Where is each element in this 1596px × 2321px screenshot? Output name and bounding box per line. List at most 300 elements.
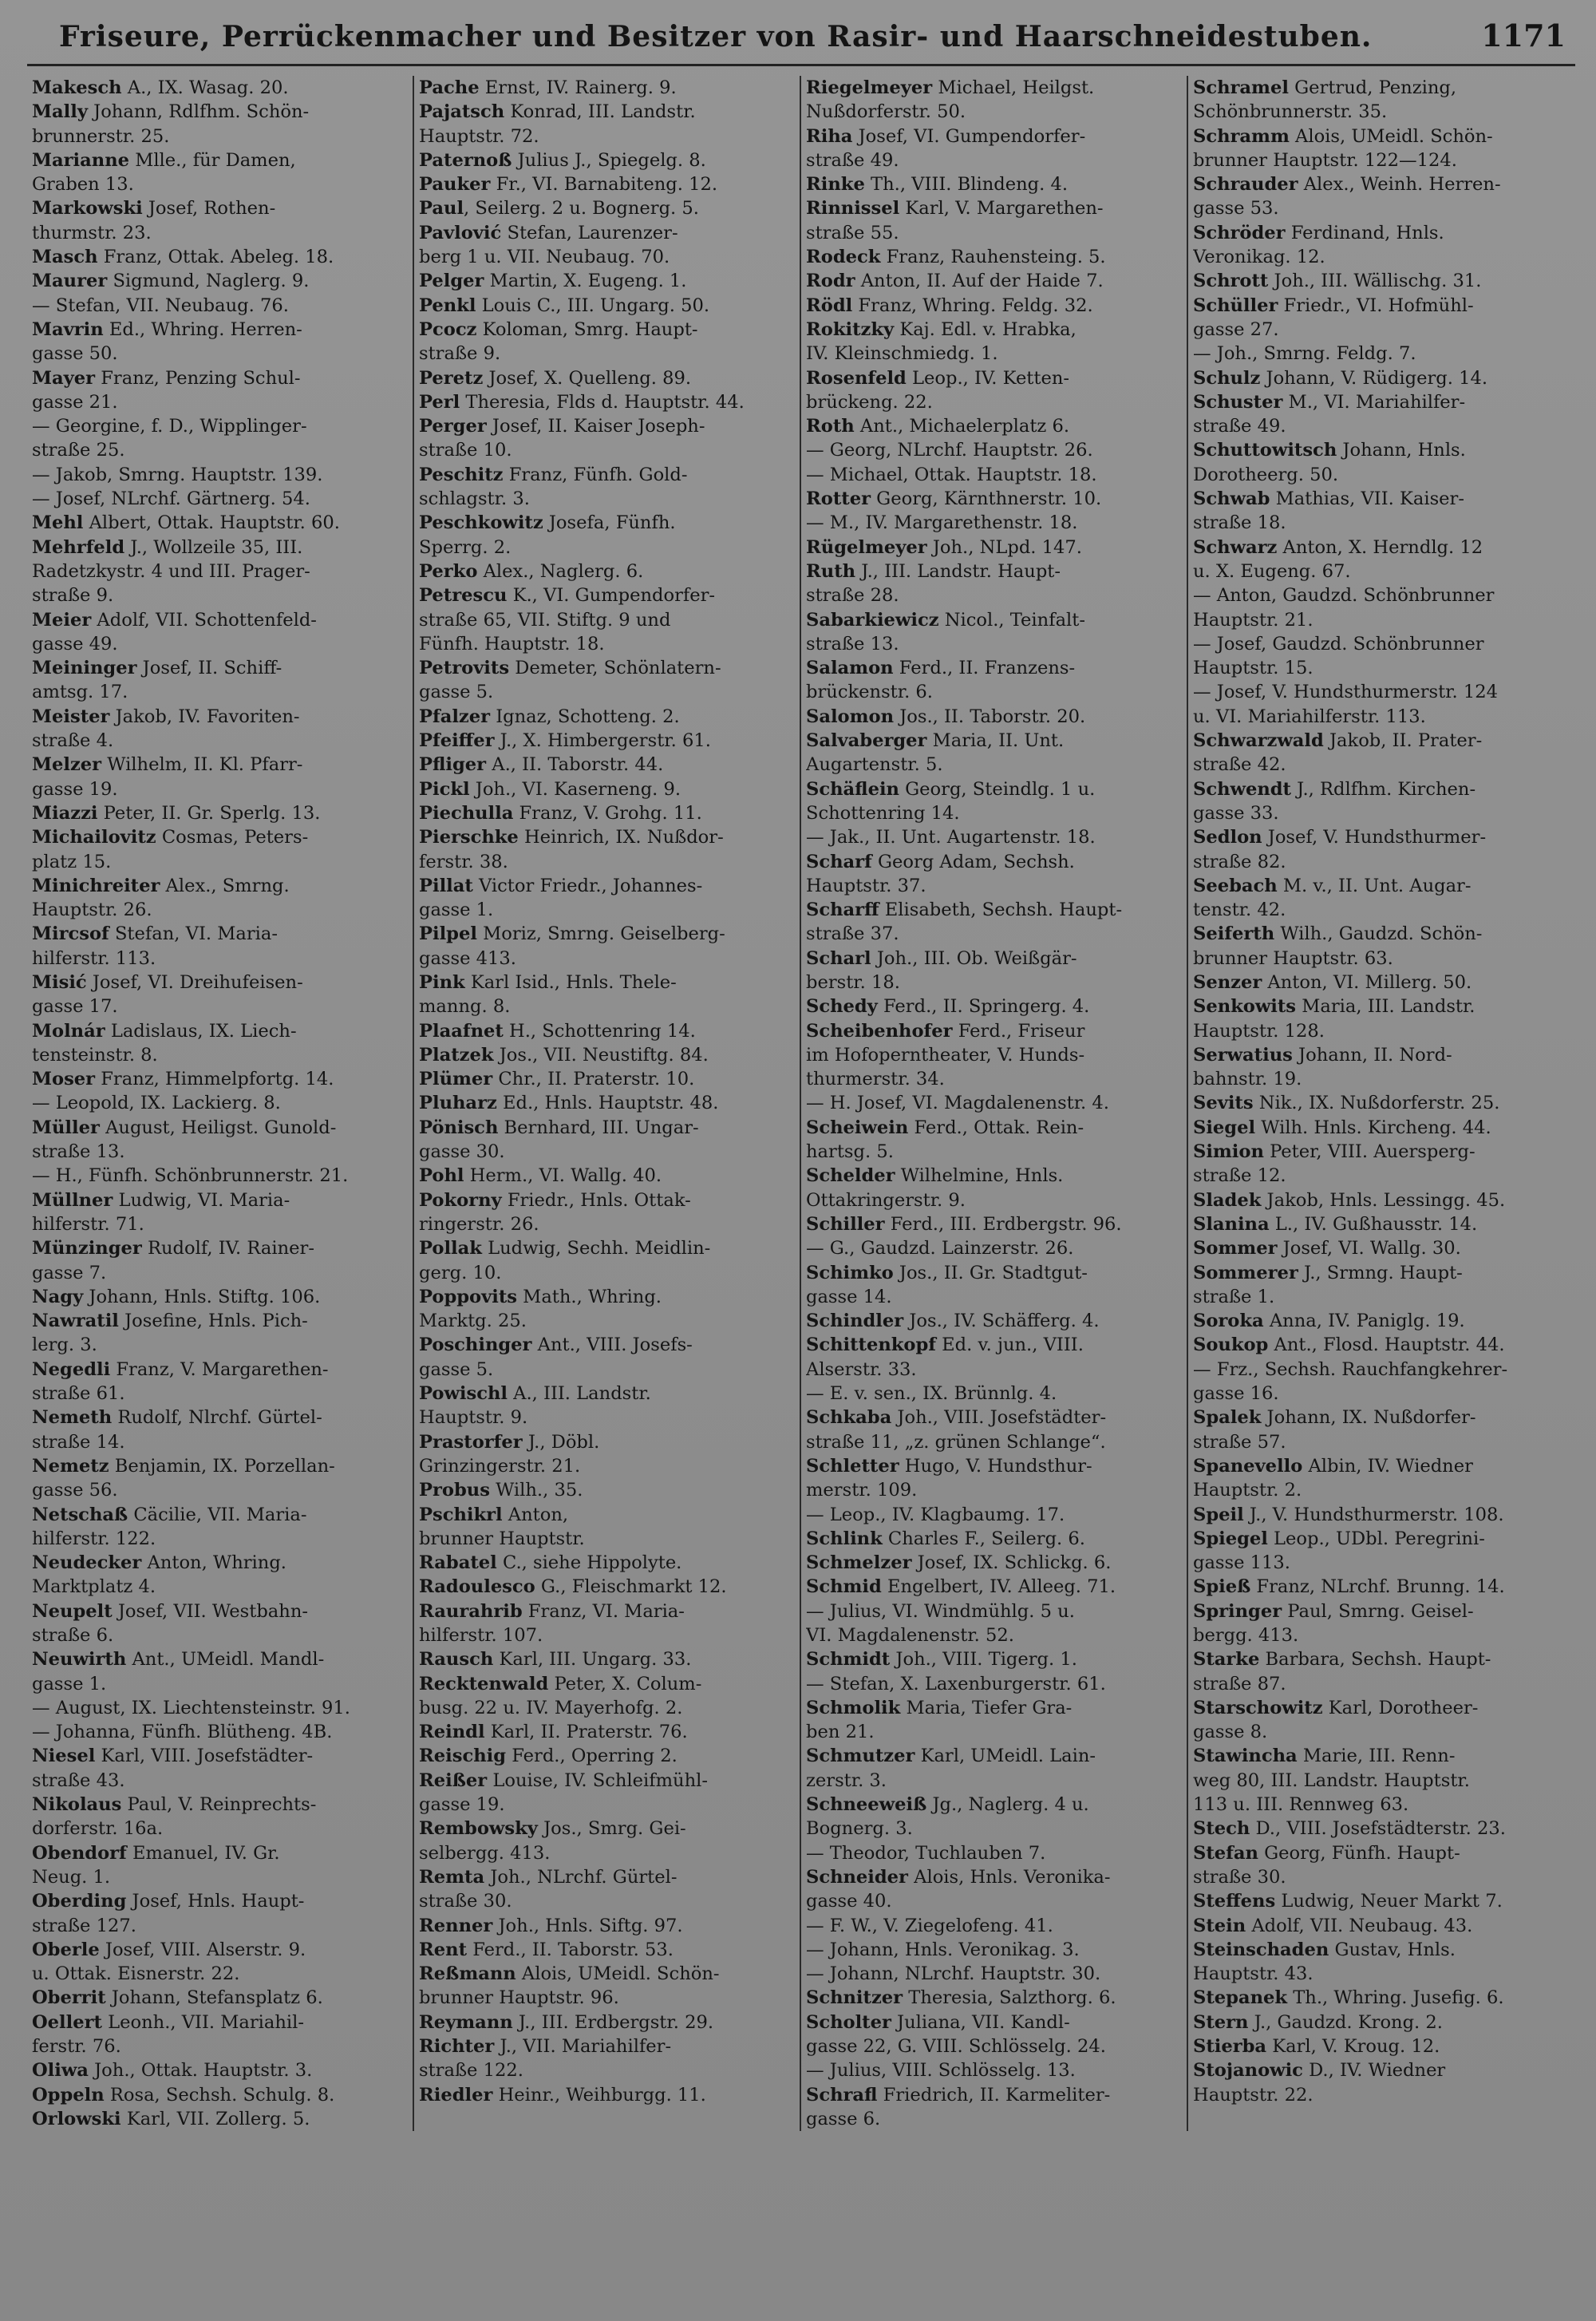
entry-address: Ludwig, Sechh. Meidlin- gerg. 10. (419, 1238, 711, 1283)
entry-name: Schletter (806, 1455, 899, 1477)
entry-name: Peschkowitz (419, 512, 543, 534)
entry-name: Reindl (419, 1722, 485, 1743)
directory-entry (32, 1091, 408, 1115)
directory-entry (419, 1067, 795, 1091)
directory-entry (1193, 536, 1570, 584)
entry-name: Salvaberger (806, 730, 927, 752)
entry-address: Franz, NLrchf. Brunng. 14. (1250, 1576, 1505, 1598)
entry-name: Rabatel (419, 1552, 497, 1574)
entry-name: Rinnissel (806, 198, 900, 219)
entry-address: Ed., Hnls. Hauptstr. 48. (496, 1093, 719, 1114)
directory-entry (32, 1551, 408, 1599)
entry-address: — Frz., Sechsh. Rauchfangkehrer- gasse 16. (1193, 1358, 1508, 1405)
directory-entry (806, 705, 1182, 729)
entry-address: Ferd., II. Taborstr. 53. (467, 1939, 674, 1960)
directory-entry (806, 1164, 1182, 1212)
entry-name: Roth (806, 416, 855, 437)
directory-entry (32, 1793, 408, 1841)
entry-address: Johann, Stefansplatz 6. (105, 1987, 323, 2009)
directory-entry (806, 1333, 1182, 1382)
entry-name: Schnitzer (806, 1987, 903, 2009)
directory-entry (419, 1769, 795, 1817)
directory-entry (806, 511, 1182, 535)
entry-address: J., III. Landstr. Haupt- straße 28. (806, 560, 1061, 607)
directory-entry (806, 366, 1182, 415)
entry-address: Friedr., VI. Hofmühl- gasse 27. (1193, 295, 1474, 340)
directory-entry (806, 1672, 1182, 1696)
entry-name: Peretz (419, 367, 484, 389)
entry-address: Stefan, VI. Maria- hilferstr. 113. (32, 923, 278, 969)
entry-name: Rokitzky (806, 318, 895, 340)
entry-address: Michael, Heilgst. Nußdorferstr. 50. (806, 77, 1095, 123)
directory-entry (32, 1358, 408, 1406)
entry-name: Plaafnet (419, 1020, 504, 1042)
entry-name: Pönisch (419, 1117, 499, 1138)
entry-address: Rudolf, IV. Rainer- gasse 7. (32, 1238, 314, 1283)
directory-entry (419, 2083, 795, 2107)
entry-address: Alex., Naglerg. 6. (477, 560, 644, 582)
entry-name: Pluharz (419, 1093, 497, 1114)
entry-name: Riedler (419, 2084, 493, 2106)
entry-name: Rembowsky (419, 1818, 538, 1840)
directory-entry (419, 1164, 795, 1188)
entry-address: Anna, IV. Paniglg. 19. (1263, 1311, 1465, 1332)
entry-name: Pschikrl (419, 1504, 503, 1525)
entry-address: Franz, Himmelpfortg. 14. (95, 1069, 334, 1090)
entry-name: Rinke (806, 174, 865, 196)
entry-name: Oberrit (32, 1987, 106, 2009)
directory-entry (419, 753, 795, 777)
directory-entry (1193, 825, 1570, 874)
entry-name: Nemeth (32, 1407, 113, 1429)
entry-address: Josefa, Fünfh. Sperrg. 2. (419, 512, 676, 558)
entry-name: Mally (32, 101, 88, 123)
directory-entry (32, 1938, 408, 1987)
directory-entry (419, 463, 795, 512)
entry-address: Th., Whring. Jusefig. 6. (1287, 1987, 1504, 2009)
entry-address: Theresia, Flds d. Hauptstr. 44. (460, 391, 745, 413)
directory-entry (806, 269, 1182, 293)
entry-name: Netschaß (32, 1504, 128, 1525)
directory-entry (32, 76, 408, 100)
entry-name: Mayer (32, 367, 96, 389)
directory-entry (806, 172, 1182, 196)
entry-name: Mehl (32, 512, 84, 534)
entry-name: Makesch (32, 77, 122, 98)
entry-name: Schäflein (806, 778, 899, 800)
entry-name: Sommerer (1193, 1262, 1298, 1283)
entry-name: Stojanowic (1193, 2060, 1303, 2082)
entry-address: Ferd., Operring 2. (506, 1746, 678, 1767)
entry-name: Neuwirth (32, 1649, 127, 1671)
entry-address: Franz, V. Margarethen- straße 61. (32, 1358, 329, 1405)
entry-address: Louise, IV. Schleifmühl- gasse 19. (419, 1769, 708, 1816)
entry-address: — Johann, Hnls. Veronikag. 3. (806, 1939, 1080, 1960)
directory-entry (419, 1116, 795, 1164)
entry-address: Ignaz, Schotteng. 2. (490, 706, 680, 727)
directory-entry (419, 874, 795, 923)
entry-name: Schneeweiß (806, 1794, 927, 1816)
directory-entry (419, 1938, 795, 1962)
directory-entry (806, 1575, 1182, 1599)
directory-entry (32, 414, 408, 463)
directory-entry (419, 196, 795, 220)
entry-name: Riegelmeyer (806, 77, 933, 98)
entry-address: Paul, V. Reinprechts- dorferstr. 16a. (32, 1794, 317, 1840)
entry-address: Heinrich, IX. Nußdor- ferstr. 38. (419, 827, 724, 872)
entry-name: Oellert (32, 2011, 102, 2033)
entry-address: Heinr., Weihburgg. 11. (492, 2084, 706, 2106)
entry-name: Petrovits (419, 658, 510, 679)
page-title: Friseure, Perrückenmacher und Besitzer von Rasir- und Haarschneidestuben. (59, 20, 1373, 53)
entry-address: Karl, III. Ungarg. 33. (493, 1649, 692, 1671)
entry-name: Pfliger (419, 754, 487, 776)
entry-name: Recktenwald (419, 1673, 549, 1694)
entry-name: Nemetz (32, 1455, 109, 1477)
entry-address: — G., Gaudzd. Lainzerstr. 26. (806, 1238, 1074, 1259)
entry-name: Schiller (806, 1213, 885, 1235)
entry-name: Schmelzer (806, 1552, 912, 1574)
directory-entry (806, 1236, 1182, 1260)
directory-entry (806, 1962, 1182, 1986)
entry-address: Josef, VI. Wallg. 30. (1277, 1238, 1461, 1259)
directory-entry (1193, 1140, 1570, 1188)
directory-entry (32, 874, 408, 923)
entry-name: Seiferth (1193, 923, 1275, 945)
entry-address: Jos., IV. Schäfferg. 4. (903, 1311, 1100, 1332)
entry-name: Reßmann (419, 1963, 516, 1985)
entry-address: — Julius, VIII. Schlösselg. 13. (806, 2060, 1076, 2082)
directory-entry (806, 1841, 1182, 1865)
entry-address: Ernst, IV. Rainerg. 9. (479, 77, 677, 98)
entry-name: Serwatius (1193, 1044, 1293, 1066)
entry-address: Franz, Whring. Feldg. 32. (852, 295, 1093, 316)
entry-address: — M., IV. Margarethenstr. 18. (806, 512, 1078, 534)
entry-address: Ladislaus, IX. Liech- tensteinstr. 8. (32, 1020, 297, 1066)
entry-name: Stefan (1193, 1842, 1258, 1864)
entry-address: Benjamin, IX. Porzellan- gasse 56. (32, 1455, 335, 1501)
entry-address: Josef, II. Kaiser Joseph- straße 10. (419, 416, 705, 461)
entry-address: — Jak., II. Unt. Augartenstr. 18. (806, 827, 1096, 848)
entry-address: J., Wollzeile 35, III. Radetzkystr. 4 und III. Prager- straße 9. (32, 536, 310, 607)
entry-name: Schwab (1193, 488, 1270, 510)
directory-columns (27, 76, 1575, 2131)
entry-address: — Jakob, Smrng. Hauptstr. 139. (32, 464, 323, 485)
directory-entry (1193, 729, 1570, 777)
directory-entry (419, 1019, 795, 1043)
entry-name: Slanina (1193, 1213, 1270, 1235)
entry-address: Jos., II. Gr. Stadtgut- gasse 14. (806, 1262, 1088, 1307)
entry-address: Ant., Michaelerplatz 6. (854, 416, 1070, 437)
entry-name: Schlink (806, 1528, 883, 1549)
entry-name: Stein (1193, 1915, 1246, 1936)
entry-address: — Johann, NLrchf. Hauptstr. 30. (806, 1963, 1101, 1985)
entry-name: Oliwa (32, 2060, 89, 2082)
entry-name: Münzinger (32, 1238, 142, 1259)
entry-name: Poschinger (419, 1334, 532, 1356)
directory-entry (1193, 1527, 1570, 1576)
directory-entry (806, 825, 1182, 849)
entry-name: Scheibenhofer (806, 1020, 953, 1042)
entry-address: J., X. Himbergerstr. 61. (494, 730, 711, 752)
entry-name: Nagy (32, 1286, 84, 1307)
entry-name: Mehrfeld (32, 536, 125, 558)
directory-entry (806, 1454, 1182, 1503)
directory-entry (1193, 221, 1570, 270)
entry-name: Obendorf (32, 1842, 127, 1864)
entry-name: Spieß (1193, 1576, 1251, 1598)
entry-address: Wilh., Gaudzd. Schön- brunner Hauptstr. 63. (1193, 923, 1483, 969)
directory-entry (806, 196, 1182, 245)
entry-address: — Johanna, Fünfh. Blütheng. 4B. (32, 1722, 333, 1743)
directory-entry (1193, 438, 1570, 487)
entry-address: Jos., II. Taborstr. 20. (894, 706, 1086, 727)
entry-address: Ferdinand, Hnls. Veronikag. 12. (1193, 222, 1444, 268)
directory-entry (419, 1744, 795, 1768)
entry-name: Rodr (806, 271, 855, 292)
entry-address: Franz, Fünfh. Gold- schlagstr. 3. (419, 464, 688, 510)
entry-name: Pierschke (419, 827, 519, 848)
entry-address: Alois, UMeidl. Schön- brunner Hauptstr. 96. (419, 1963, 720, 2009)
entry-address: Hugo, V. Hundsthur- merstr. 109. (806, 1455, 1092, 1501)
directory-entry (32, 1116, 408, 1164)
directory-entry (419, 1575, 795, 1599)
entry-address: J., V. Hundsthurmerstr. 108. (1243, 1504, 1504, 1525)
directory-entry (419, 1478, 795, 1502)
directory-entry (1193, 1454, 1570, 1503)
directory-entry (419, 1551, 795, 1575)
entry-address: K., VI. Gumpendorfer- straße 65, VII. Stiftg. 9 und Fünfh. Hauptstr. 18. (419, 585, 716, 654)
entry-address: Gertrud, Penzing, Schönbrunnerstr. 35. (1193, 77, 1457, 123)
directory-entry (419, 1647, 795, 1671)
entry-address: Victor Friedr., Johannes- gasse 1. (419, 875, 703, 921)
directory-entry (1193, 874, 1570, 923)
entry-address: Georg, Fünfh. Haupt- straße 30. (1193, 1842, 1460, 1888)
entry-name: Neupelt (32, 1600, 113, 1622)
entry-address: Juliana, VII. Kandl- gasse 22, G. VIII. Schlösselg. 24. (806, 2011, 1106, 2058)
directory-entry (32, 1696, 408, 1720)
entry-address: Leop., IV. Ketten- brückeng. 22. (806, 367, 1070, 413)
entry-name: Schelder (806, 1165, 895, 1187)
entry-address: Ferd., Friseur im Hofoperntheater, V. Hunds- thurmerstr. 34. (806, 1020, 1085, 1090)
entry-address: Josef, II. Schiff- amtsg. 17. (32, 658, 282, 703)
entry-address: A., II. Taborstr. 44. (486, 754, 664, 776)
entry-name: Oberle (32, 1939, 100, 1960)
entry-address: Johann, IX. Nußdorfer- straße 57. (1193, 1407, 1476, 1453)
entry-name: Salamon (806, 658, 894, 679)
entry-address: Marie, III. Renn- weg 80, III. Landstr. Hauptstr. 113 u. III. Rennweg 63. (1193, 1746, 1470, 1816)
entry-name: Senzer (1193, 971, 1262, 993)
directory-entry (1193, 125, 1570, 173)
directory-entry (1193, 1599, 1570, 1648)
directory-entry (419, 1503, 795, 1552)
entry-address: — Anton, Gaudzd. Schönbrunner Hauptstr. 21. (1193, 585, 1495, 631)
directory-entry (32, 1889, 408, 1938)
entry-name: Misić (32, 971, 87, 993)
directory-entry (806, 994, 1182, 1018)
directory-entry (32, 1454, 408, 1503)
directory-entry (419, 1043, 795, 1067)
entry-address: — H., Fünfh. Schönbrunnerstr. 21. (32, 1165, 349, 1187)
entry-name: Spalek (1193, 1407, 1262, 1429)
entry-name: Riha (806, 125, 853, 147)
directory-entry (32, 148, 408, 197)
entry-address: L., IV. Gußhausstr. 14. (1269, 1213, 1478, 1235)
entry-address: Ant., VIII. Josefs- gasse 5. (419, 1334, 693, 1380)
entry-address: Anton, VI. Millerg. 50. (1262, 971, 1472, 993)
directory-entry (1193, 1575, 1570, 1599)
entry-address: Ferd., Ottak. Rein- hartsg. 5. (806, 1117, 1084, 1163)
entry-name: Schrafl (806, 2084, 878, 2106)
entry-address: — Stefan, VII. Neubaug. 76. (32, 295, 289, 316)
entry-name: Schulz (1193, 367, 1261, 389)
entry-name: Marianne (32, 149, 130, 171)
entry-name: Rodeck (806, 247, 881, 268)
entry-address: Chr., II. Praterstr. 10. (492, 1069, 695, 1090)
entry-name: Poppovits (419, 1286, 517, 1307)
entry-address: Leonh., VII. Mariahil- ferstr. 76. (32, 2011, 305, 2058)
directory-entry (1193, 1236, 1570, 1260)
entry-name: Schwendt (1193, 778, 1291, 800)
directory-entry (806, 898, 1182, 947)
directory-column-3 (801, 76, 1188, 2131)
entry-address: Ed., Whring. Herren- gasse 50. (32, 318, 302, 365)
entry-address: Peter, VIII. Auersperg- straße 12. (1193, 1141, 1476, 1187)
entry-name: Pajatsch (419, 101, 505, 123)
entry-address: J., Srmng. Haupt- straße 1. (1193, 1262, 1463, 1307)
entry-name: Paternoß (419, 149, 512, 171)
directory-entry (32, 1309, 408, 1358)
directory-entry (806, 1527, 1182, 1551)
directory-entry (806, 1261, 1182, 1310)
directory-entry (806, 1865, 1182, 1914)
entry-address: Alois, Hnls. Veronika- gasse 40. (806, 1866, 1111, 1912)
entry-name: Steinschaden (1193, 1939, 1329, 1960)
entry-address: Bernhard, III. Ungar- gasse 30. (419, 1117, 699, 1163)
directory-entry (32, 2011, 408, 2059)
directory-entry (806, 1091, 1182, 1115)
entry-address: Julius J., Spiegelg. 8. (512, 149, 706, 171)
entry-name: Perko (419, 560, 478, 582)
entry-address: — H. Josef, VI. Magdalenenstr. 4. (806, 1093, 1109, 1114)
entry-name: Sladek (1193, 1189, 1262, 1211)
directory-entry (419, 390, 795, 414)
directory-entry (1193, 922, 1570, 971)
entry-address: Franz, Ottak. Abeleg. 18. (97, 247, 334, 268)
entry-name: Pelger (419, 271, 484, 292)
entry-name: Schüller (1193, 295, 1278, 316)
directory-entry (32, 922, 408, 971)
entry-address: D., VIII. Josefstädterstr. 23. (1250, 1818, 1506, 1840)
directory-entry (419, 511, 795, 559)
directory-entry (32, 1647, 408, 1696)
entry-address: Josef, X. Quelleng. 89. (483, 367, 692, 389)
directory-entry (1193, 1333, 1570, 1357)
directory-entry (1193, 2058, 1570, 2107)
entry-name: Meister (32, 706, 110, 727)
directory-entry (806, 2083, 1182, 2132)
entry-name: Schindler (806, 1311, 904, 1332)
entry-name: Remta (419, 1866, 485, 1888)
entry-name: Pokorny (419, 1189, 502, 1211)
directory-entry (32, 1285, 408, 1309)
entry-address: Ferd., II. Franzens- brückenstr. 6. (806, 658, 1076, 703)
directory-entry (806, 294, 1182, 318)
entry-name: Radoulesco (419, 1576, 535, 1598)
entry-name: Schröder (1193, 222, 1286, 243)
entry-name: Sabarkiewicz (806, 609, 939, 631)
entry-name: Scheiwein (806, 1117, 909, 1138)
entry-address: Anton, II. Auf der Haide 7. (855, 271, 1104, 292)
directory-entry (1193, 76, 1570, 125)
entry-name: Prastorfer (419, 1431, 523, 1453)
entry-address: Maria, III. Landstr. Hauptstr. 128. (1193, 996, 1476, 1042)
entry-address: Ludwig, VI. Maria- hilferstr. 71. (32, 1189, 290, 1235)
directory-column-4 (1188, 76, 1575, 2131)
directory-entry (32, 656, 408, 705)
entry-name: Meininger (32, 658, 137, 679)
entry-name: Schittenkopf (806, 1334, 936, 1356)
entry-address: Wilh. Hnls. Kircheng. 44. (1255, 1117, 1491, 1138)
entry-name: Renner (419, 1915, 493, 1936)
directory-entry (806, 1503, 1182, 1527)
entry-address: D., IV. Wiedner Hauptstr. 22. (1193, 2060, 1446, 2106)
entry-name: Raurahrib (419, 1600, 523, 1622)
entry-name: Mavrin (32, 318, 104, 340)
directory-entry (32, 1841, 408, 1890)
entry-address: Johann, Rdlfhm. Schön- brunnerstr. 25. (32, 101, 310, 147)
entry-name: Negedli (32, 1358, 111, 1380)
entry-name: Speil (1193, 1504, 1244, 1525)
directory-entry (1193, 1188, 1570, 1212)
entry-name: Seebach (1193, 875, 1278, 896)
directory-entry (806, 1793, 1182, 1841)
directory-entry (1193, 1091, 1570, 1115)
directory-entry (806, 438, 1182, 462)
entry-name: Spanevello (1193, 1455, 1303, 1477)
entry-address: Joh., III. Ob. Weißgär- berstr. 18. (806, 947, 1077, 993)
directory-entry (32, 2083, 408, 2107)
directory-entry (419, 971, 795, 1019)
entry-address: J., Rdlfhm. Kirchen- gasse 33. (1193, 778, 1476, 824)
page-number: 1171 (1481, 18, 1566, 53)
directory-entry (806, 487, 1182, 511)
entry-address: Mlle., für Damen, Graben 13. (32, 149, 296, 196)
entry-name: Scholter (806, 2011, 891, 2033)
directory-entry (419, 414, 795, 463)
entry-name: Soukop (1193, 1334, 1269, 1356)
directory-entry (32, 1986, 408, 2010)
entry-address: Stefan, Laurenzer- berg 1 u. VII. Neubaug. 70. (419, 222, 678, 268)
entry-name: Schrott (1193, 271, 1269, 292)
entry-name: Steffens (1193, 1891, 1276, 1912)
entry-address: M. v., II. Unt. Augar- tenstr. 42. (1193, 875, 1472, 921)
entry-address: G., Fleischmarkt 12. (535, 1576, 727, 1598)
directory-entry (419, 801, 795, 825)
directory-column-1 (27, 76, 414, 2131)
entry-address: Nicol., Teinfalt- straße 13. (806, 609, 1085, 654)
entry-name: Rotter (806, 488, 871, 510)
entry-address: Konrad, III. Landstr. Hauptstr. 72. (419, 101, 696, 147)
entry-address: Johann, Hnls. Stiftg. 106. (83, 1286, 321, 1307)
entry-address: Cosmas, Peters- platz 15. (32, 827, 309, 872)
entry-address: Joh., III. Wällischg. 31. (1268, 271, 1482, 292)
entry-name: Müller (32, 1117, 100, 1138)
entry-name: Pfeiffer (419, 730, 495, 752)
entry-address: — E. v. sen., IX. Brünnlg. 4. (806, 1383, 1057, 1405)
entry-address: Elisabeth, Sechsh. Haupt- straße 37. (806, 900, 1123, 945)
entry-address: Georg, Kärnthnerstr. 10. (871, 488, 1102, 510)
